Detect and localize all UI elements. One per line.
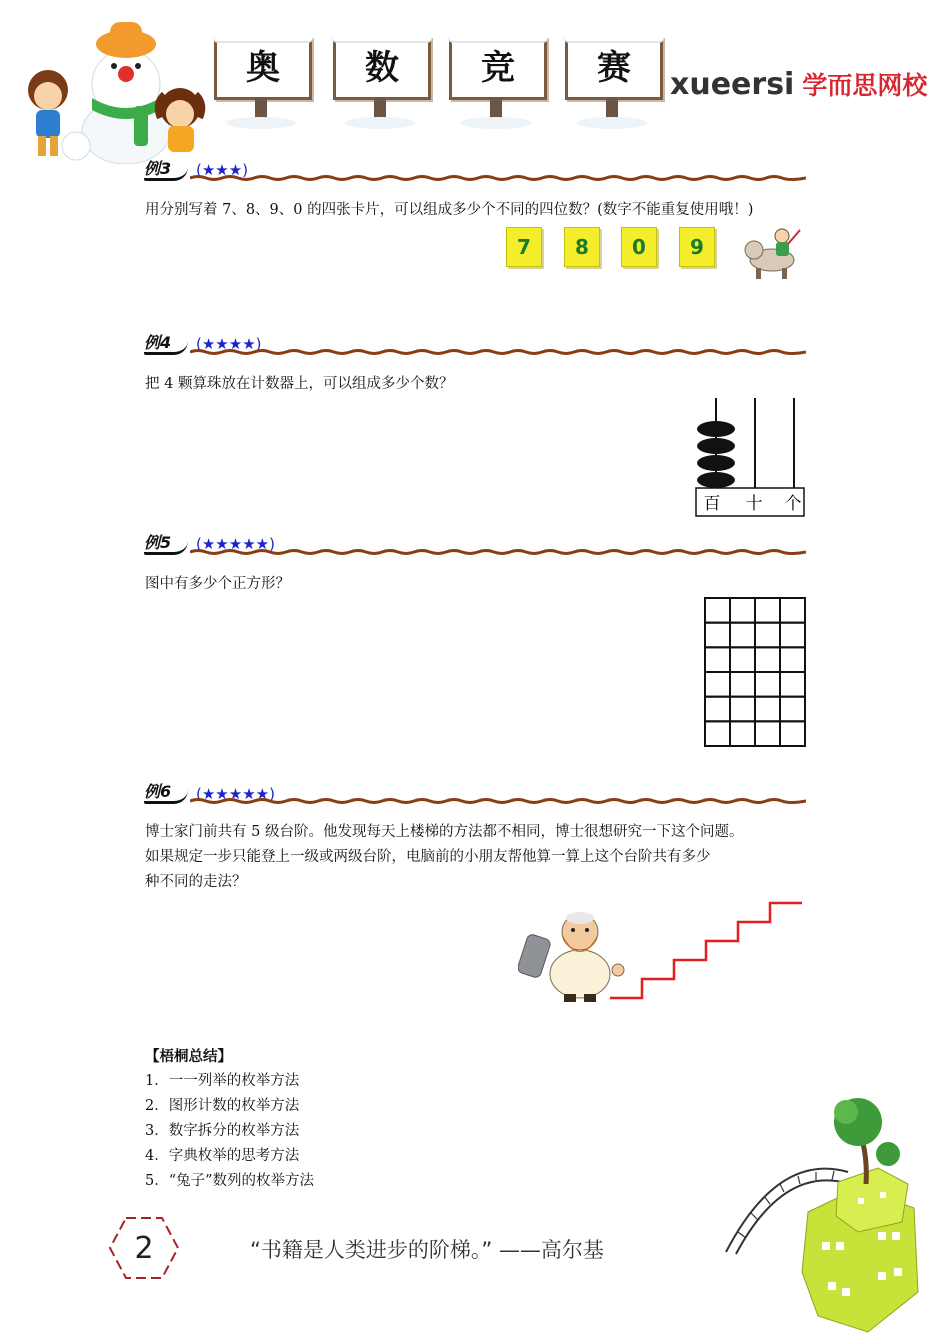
brand-name-cn: 学而思网校 (802, 71, 928, 100)
header-illustration-kids-snowman (14, 14, 214, 164)
grid-cell (780, 598, 805, 623)
grid-cell (730, 721, 755, 746)
boy-on-horse-illustration (742, 222, 808, 280)
grid-cell (755, 598, 780, 623)
summary-item: 4．字典枚举的思考方法 (145, 1148, 300, 1164)
snow-mound (577, 117, 647, 129)
summary-title: 【梧桐总结】 (145, 1048, 232, 1065)
abacus-bead (697, 472, 735, 488)
grid-cell (755, 721, 780, 746)
summary-item: 1．一一列举的枚举方法 (145, 1073, 300, 1089)
grid-cell (780, 672, 805, 697)
number-card: 9 (679, 227, 715, 267)
example-5-divider (190, 549, 806, 555)
summary-box (145, 1044, 314, 1194)
abacus-bead (697, 438, 735, 454)
grid-cell (730, 598, 755, 623)
abacus-bead (697, 421, 735, 437)
staircase-figure (608, 894, 808, 1000)
abacus-bead (697, 455, 735, 471)
grid-cell (730, 697, 755, 722)
example-4-divider (190, 349, 806, 355)
number-card: 8 (564, 227, 600, 267)
snow-mound (461, 117, 531, 129)
example-6-badge: 例6 (144, 779, 188, 804)
sign-1: 奥 (214, 36, 312, 100)
grid-cell (755, 697, 780, 722)
abacus-label-tens: 十 (745, 494, 763, 514)
grid-cell (755, 672, 780, 697)
question-line: 种不同的走法？ (145, 874, 247, 890)
brand-logo (670, 66, 927, 102)
tree-castle-illustration (718, 1092, 944, 1338)
grid-cell (705, 623, 730, 648)
grid-cell (780, 697, 805, 722)
abacus-label-ones: 个 (784, 494, 802, 514)
example-4-question: 把 4 颗算珠放在计数器上，可以组成多少个数？ (145, 376, 454, 392)
grid-cell (780, 721, 805, 746)
grid-cell (730, 647, 755, 672)
grid-cell (780, 623, 805, 648)
summary-item: 2．图形计数的枚举方法 (145, 1098, 300, 1114)
example-6-divider (190, 798, 806, 804)
grid-cell (780, 647, 805, 672)
example-3-question: 用分别写着 7、8、9、0 的四张卡片，可以组成多少个不同的四位数？(数字不能重复使用哦！) (145, 202, 754, 218)
grid-cell (705, 647, 730, 672)
example-3-stars: (★★★) (196, 161, 249, 179)
abacus-label-hundreds: 百 (703, 494, 721, 514)
number-card: 7 (506, 227, 542, 267)
square-grid-figure (703, 596, 807, 748)
summary-item: 3．数字拆分的枚举方法 (145, 1123, 300, 1139)
question-line: 如果规定一步只能登上一级或两级台阶，电脑前的小朋友帮他算一算上这个台阶共有多少 (145, 849, 711, 865)
question-line: 博士家门前共有 5 级台阶。他发现每天上楼梯的方法都不相同，博士很想研究一下这个问题。 (145, 824, 744, 840)
grid-cell (705, 672, 730, 697)
grid-cell (730, 672, 755, 697)
snow-mound (345, 117, 415, 129)
snow-mound (226, 117, 296, 129)
grid-cell (755, 623, 780, 648)
example-4-badge: 例4 (144, 330, 188, 355)
example-5-badge: 例5 (144, 530, 188, 555)
example-5-question: 图中有多少个正方形？ (145, 576, 290, 592)
sign-3: 竞 (449, 36, 547, 100)
footer-quote: “书籍是人类进步的阶梯。” ——高尔基 (250, 1238, 604, 1262)
sign-2: 数 (333, 36, 431, 100)
grid-cell (730, 623, 755, 648)
example-5-stars: (★★★★★) (196, 535, 275, 553)
sign-4: 赛 (565, 36, 663, 100)
example-3-divider (190, 175, 806, 181)
grid-cell (755, 647, 780, 672)
stairs-line (610, 903, 802, 998)
example-6-question (145, 820, 743, 895)
grid-cell (705, 697, 730, 722)
grid-cell (705, 721, 730, 746)
grid-cell (705, 598, 730, 623)
page-number: 2 (134, 1231, 154, 1266)
example-6-stars: (★★★★★) (196, 785, 275, 803)
example-4-stars: (★★★★) (196, 335, 262, 353)
page-number-badge (108, 1216, 180, 1280)
abacus-counter (694, 396, 808, 520)
example-3-badge: 例3 (144, 156, 188, 181)
brand-name-en: xueersi (670, 67, 795, 102)
summary-item: 5．“兔子”数列的枚举方法 (145, 1173, 315, 1189)
number-card: 0 (621, 227, 657, 267)
